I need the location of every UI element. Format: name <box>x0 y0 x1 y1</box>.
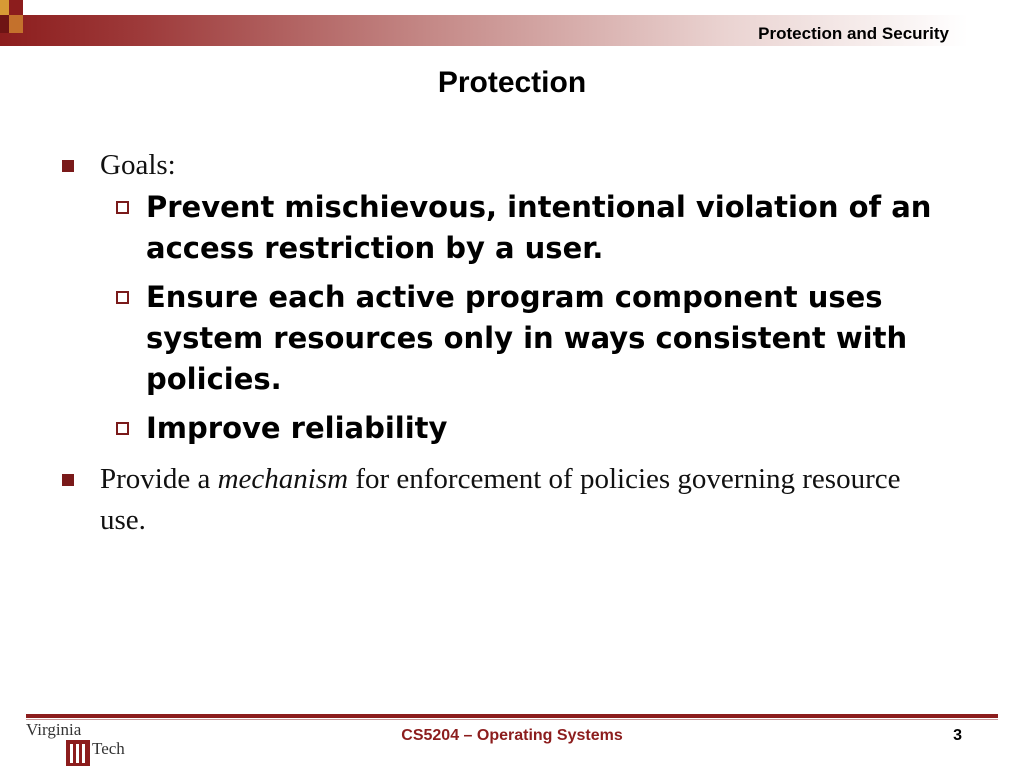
logo-wordmark-top: Virginia <box>26 720 82 739</box>
footer-rule-thin <box>26 719 998 720</box>
logo-wordmark-bottom: Tech <box>92 739 125 758</box>
corner-square-orange-bottom <box>9 15 23 33</box>
bullet-provide-suffix: for enforcement of policies governing resource use. <box>100 463 901 536</box>
bullet-provide <box>62 459 940 541</box>
bullet-goals-text: Goals: <box>100 149 176 181</box>
sub-bullet-ensure <box>62 277 936 400</box>
sub-bullet-improve <box>62 408 936 449</box>
footer-course: CS5204 – Operating Systems <box>401 727 623 744</box>
slide-body <box>62 145 962 541</box>
corner-square-maroon-bottom <box>0 15 9 33</box>
hollow-square-bullet-icon <box>116 291 129 304</box>
sub-bullet-improve-text: Improve reliability <box>146 411 448 445</box>
section-header: Protection and Security <box>758 24 949 43</box>
bullet-provide-emphasis: mechanism <box>217 463 349 495</box>
sub-bullet-prevent <box>62 187 936 269</box>
bullet-goals <box>62 145 962 186</box>
footer-rule <box>26 714 998 718</box>
bullet-provide-prefix: Provide a <box>100 463 218 495</box>
corner-square-maroon-top <box>9 0 23 15</box>
sub-bullet-ensure-text: Ensure each active program component uses system resources only in ways consistent with policies. <box>146 280 908 396</box>
hollow-square-bullet-icon <box>116 422 129 435</box>
slide-title: Protection <box>437 66 587 99</box>
sub-bullet-prevent-text: Prevent mischievous, intentional violation of an access restriction by a user. <box>146 190 932 265</box>
square-bullet-icon <box>62 160 74 172</box>
footer-page-number: 3 <box>953 727 962 744</box>
square-bullet-icon <box>62 474 74 486</box>
hollow-square-bullet-icon <box>116 201 129 214</box>
corner-square-orange-top <box>0 0 9 15</box>
